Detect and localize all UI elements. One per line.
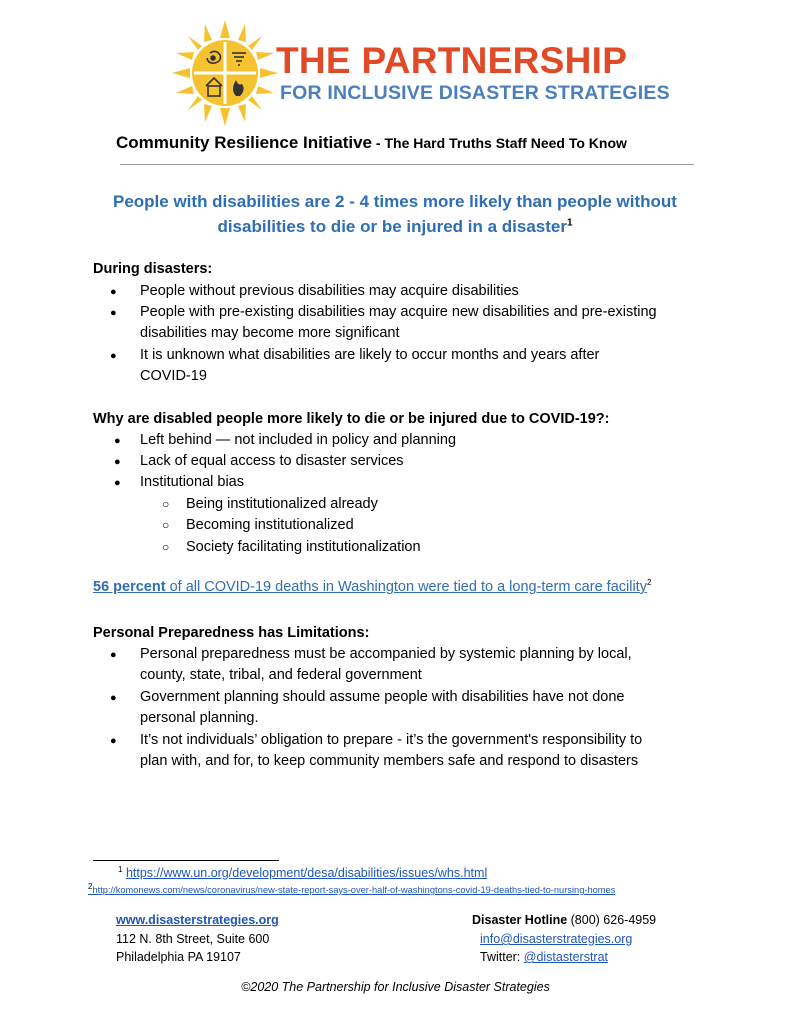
list-item: Left behind — not included in policy and planning — [140, 432, 457, 448]
header-separator: - — [372, 135, 385, 151]
list-item-continuation: plan with, and for, to keep community members safe and respond to disasters — [140, 753, 639, 769]
footnote-2-link[interactable]: http://komonews.com/news/coronavirus/new-state-report-says-over-half-of-washingtons-covid-19-deaths-tied-to-nursing-homes — [92, 885, 616, 896]
copyright: ©2020 The Partnership for Inclusive Disaster Strategies — [241, 980, 550, 994]
footnote-ref-2: 2 — [646, 578, 652, 587]
list-item: It’s not individuals’ obligation to prepare - it’s the government's responsibility to — [140, 732, 643, 748]
logo-title: THE PARTNERSHIP — [276, 40, 628, 81]
twitter-link[interactable]: @distasterstrat — [523, 950, 609, 964]
bullet-icon: ● — [110, 307, 117, 319]
header-line — [116, 134, 627, 152]
section-heading-during: During disasters: — [93, 261, 213, 277]
sub-list-item: Being institutionalized already — [186, 496, 378, 512]
twitter-label: Twitter: — [480, 950, 524, 964]
hotline-label: Disaster Hotline — [472, 913, 568, 927]
list-item: Government planning should assume people with disabilities have not done — [140, 689, 625, 705]
stat-link[interactable] — [93, 579, 651, 594]
footnote-2[interactable] — [88, 883, 615, 895]
website-link[interactable]: www.disasterstrategies.org — [116, 913, 279, 927]
address-line-1: 112 N. 8th Street, Suite 600 — [116, 932, 270, 946]
bullet-icon: ● — [114, 435, 121, 447]
footnote-ref-1: 1 — [566, 217, 573, 229]
stat-text[interactable]: of all COVID-19 deaths in Washington were tied to a long-term care facility — [165, 578, 647, 595]
headline-line-2 — [60, 214, 730, 239]
list-item: People without previous disabilities may acquire disabilities — [140, 283, 519, 299]
sub-list-item: Society facilitating institutionalization — [186, 539, 421, 555]
logo-subtitle: FOR INCLUSIVE DISASTER STRATEGIES — [280, 82, 670, 104]
bullet-icon: ● — [114, 456, 121, 468]
sub-list-item: Becoming institutionalized — [186, 517, 354, 533]
header-subtitle: The Hard Truths Staff Need To Know — [384, 135, 627, 151]
list-item: People with pre-existing disabilities may acquire new disabilities and pre-existing — [140, 304, 657, 320]
list-item: Institutional bias — [140, 474, 244, 490]
headline — [60, 189, 730, 239]
circle-bullet-icon: ○ — [162, 497, 170, 511]
footnote-2-marker: 2 — [88, 882, 93, 891]
address-line-2: Philadelphia PA 19107 — [116, 950, 241, 964]
footnote-divider — [93, 860, 279, 861]
list-item: Lack of equal access to disaster services — [140, 453, 404, 469]
footnote-1 — [118, 866, 487, 880]
header-main-title: Community Resilience Initiative — [116, 133, 373, 152]
logo-sun-icon — [172, 20, 278, 126]
email-link[interactable]: info@disasterstrategies.org — [480, 932, 633, 946]
list-item-continuation: personal planning. — [140, 710, 259, 726]
list-item-continuation: COVID-19 — [140, 368, 207, 384]
bullet-icon: ● — [110, 649, 117, 661]
hotline — [472, 914, 656, 927]
list-item-continuation: county, state, tribal, and federal government — [140, 667, 422, 683]
twitter — [480, 951, 608, 964]
footnote-1-link[interactable]: https://www.un.org/development/desa/disabilities/issues/whs.html — [125, 866, 488, 881]
hotline-number: (800) 626-4959 — [567, 913, 657, 927]
list-item: Personal preparedness must be accompanied by systemic planning by local, — [140, 646, 632, 662]
bullet-icon: ● — [110, 286, 117, 298]
bullet-icon: ● — [114, 477, 121, 489]
stat-bold[interactable]: 56 percent — [93, 578, 166, 595]
bullet-icon: ● — [110, 692, 117, 704]
list-item-continuation: disabilities may become more significant — [140, 325, 400, 341]
bullet-icon: ● — [110, 350, 117, 362]
section-heading-why: Why are disabled people more likely to die or be injured due to COVID-19?: — [93, 411, 610, 427]
headline-line-2-text: disabilities to die or be injured in a disaster — [217, 217, 567, 236]
circle-bullet-icon: ○ — [162, 540, 170, 554]
bullet-icon: ● — [110, 735, 117, 747]
circle-bullet-icon: ○ — [162, 518, 170, 532]
headline-line-1: People with disabilities are 2 - 4 times more likely than people without — [113, 192, 677, 211]
section-heading-preparedness: Personal Preparedness has Limitations: — [93, 625, 370, 641]
header-divider — [120, 164, 694, 165]
footnote-1-marker: 1 — [118, 865, 123, 874]
list-item: It is unknown what disabilities are likely to occur months and years after — [140, 347, 600, 363]
